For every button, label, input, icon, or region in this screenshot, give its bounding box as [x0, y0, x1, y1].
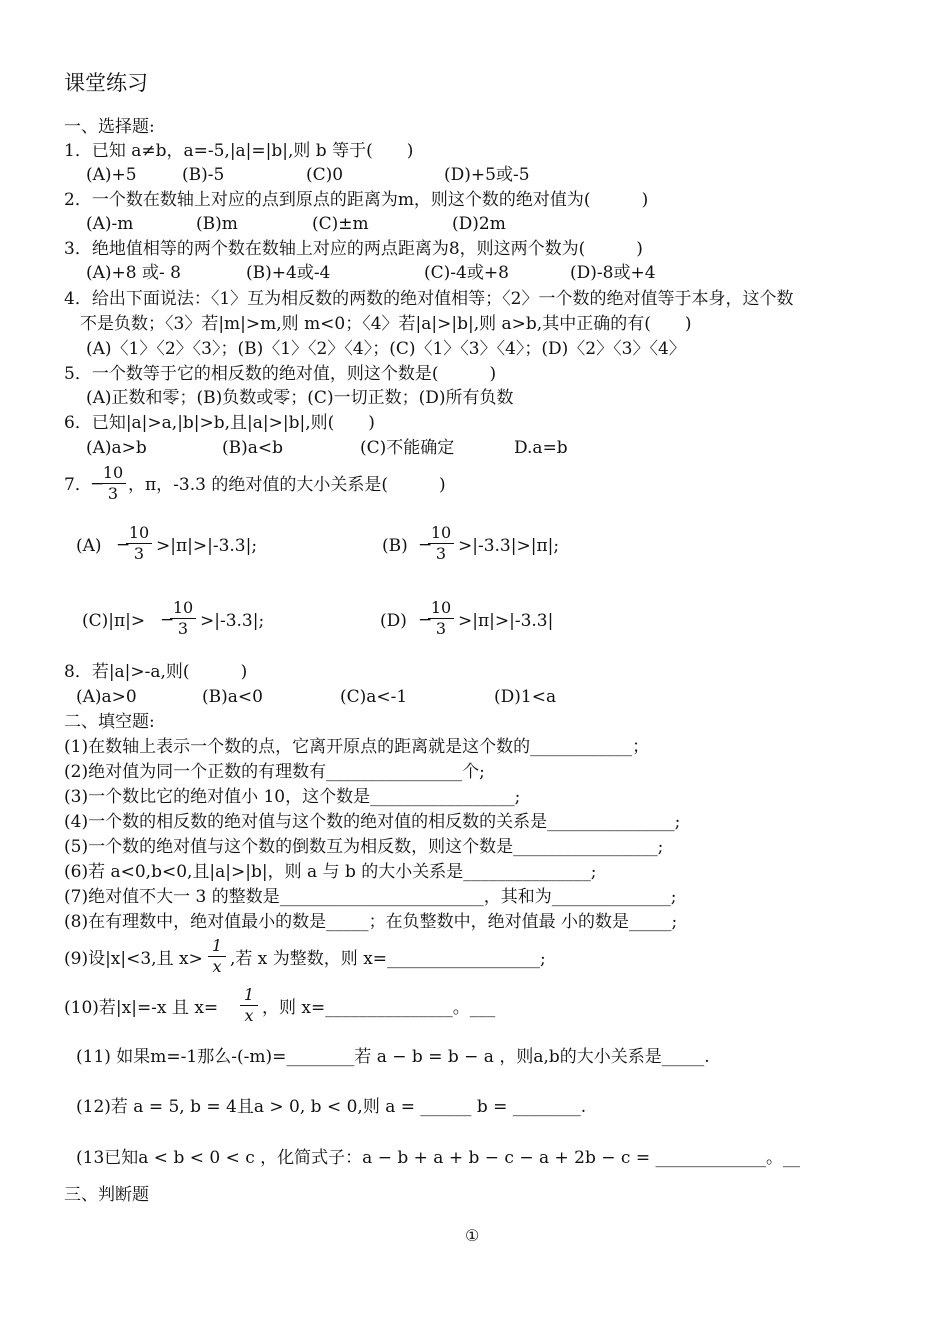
q8-option-d: (D)1<a [494, 687, 557, 707]
question-7-prefix: 7． [64, 475, 92, 495]
fill-item-10-prefix: (10)若|x|=-x 且 x= [64, 998, 219, 1018]
fraction-ten-thirds [126, 524, 152, 563]
q3-option-a: (A)+8 或- 8 [86, 263, 181, 283]
q8-option-a: (A)a>0 [76, 687, 137, 707]
fraction-numerator: 10 [126, 524, 152, 544]
fraction-ten-thirds [100, 464, 126, 503]
minus-sign: − [418, 535, 433, 555]
fill-item-13: (13已知a < b < 0 < c ，化简式子：a − b + a + b − c − a + 2b − c = _____________。__ [76, 1148, 801, 1168]
q7-option-d-text: >|π|>|-3.3| [458, 611, 554, 631]
fill-item-6: (6)若 a<0,b<0,且|a|>|b|，则 a 与 b 的大小关系是_______________; [64, 862, 597, 882]
section-heading-fill: 二、填空题: [64, 712, 155, 732]
q1-option-c: (C)0 [306, 165, 344, 185]
q8-option-b: (B)a<0 [202, 687, 263, 707]
q2-option-d: (D)2m [452, 214, 506, 234]
fraction-numerator: 1 [208, 937, 226, 957]
fill-item-10-suffix: ，则 x=_______________。___ [262, 998, 496, 1018]
fill-item-9-prefix: (9)设|x|<3,且 x> [64, 949, 203, 969]
fraction-denominator: 3 [107, 484, 119, 503]
fill-item-11: (11) 如果m=-1那么-(-m)=________若 a − b = b − a ，则a,b的大小关系是_____. [76, 1047, 710, 1067]
fraction-one-over-x [208, 937, 226, 976]
q6-option-d: D.a=b [514, 438, 568, 458]
minus-sign: − [160, 610, 175, 630]
q4-options: (A)〈1〉〈2〉〈3〉；(B)〈1〉〈2〉〈4〉；(C)〈1〉〈3〉〈4〉；(D)〈2〉〈3〉〈4〉 [86, 339, 686, 359]
page-title: 课堂练习 [64, 71, 148, 95]
q6-option-b: (B)a<b [222, 438, 284, 458]
q7-option-b-text: >|-3.3|>|π|; [458, 536, 560, 556]
fraction-ten-thirds [428, 599, 454, 638]
fill-item-7: (7)绝对值不大一 3 的整数是________________________，其和为______________; [64, 887, 677, 907]
fill-item-1: (1)在数轴上表示一个数的点，它离开原点的距离就是这个数的____________； [64, 737, 650, 757]
q1-option-a: (A)+5 [86, 165, 137, 185]
question-5-stem: 5．一个数等于它的相反数的绝对值，则这个数是( ) [64, 364, 497, 384]
q1-option-d: (D)+5或-5 [444, 165, 530, 185]
question-8-stem: 8．若|a|>-a,则( ) [64, 662, 248, 682]
question-1-stem: 1．已知 a≠b，a=-5,|a|=|b|,则 b 等于( ) [64, 141, 414, 161]
fill-item-3: (3)一个数比它的绝对值小 10，这个数是_________________; [64, 787, 521, 807]
fraction-denominator: x [212, 957, 222, 976]
section-heading-choice: 一、选择题: [64, 117, 155, 137]
question-3-stem: 3．绝地值相等的两个数在数轴上对应的两点距离为8，则这两个数为( ) [64, 239, 643, 259]
q3-option-c: (C)-4或+8 [424, 263, 509, 283]
minus-sign: − [90, 474, 105, 494]
q2-option-c: (C)±m [312, 214, 369, 234]
fraction-numerator: 10 [428, 524, 454, 544]
q6-option-a: (A)a>b [86, 438, 147, 458]
q7-option-a-text: >|π|>|-3.3|; [156, 536, 258, 556]
fraction-denominator: 3 [435, 619, 447, 638]
fill-item-8: (8)在有理数中，绝对值最小的数是_____；在负整数中，绝对值最 小的数是_____; [64, 912, 678, 932]
question-4-stem-line1: 4．给出下面说法：〈1〉互为相反数的两数的绝对值相等；〈2〉一个数的绝对值等于本身，这个数 [64, 289, 794, 309]
fill-item-12: (12)若 a = 5, b = 4且a > 0, b < 0,则 a = ______ b = ________. [76, 1097, 587, 1117]
fill-item-5: (5)一个数的绝对值与这个数的倒数互为相反数，则这个数是_________________; [64, 837, 664, 857]
minus-sign: − [116, 535, 131, 555]
fraction-ten-thirds [170, 599, 196, 638]
q3-option-b: (B)+4或-4 [246, 263, 331, 283]
fraction-denominator: x [244, 1006, 254, 1025]
fraction-denominator: 3 [133, 544, 145, 563]
q7-option-a-label: (A) [76, 536, 102, 556]
fraction-denominator: 3 [435, 544, 447, 563]
fraction-numerator: 10 [428, 599, 454, 619]
q3-option-d: (D)-8或+4 [570, 263, 656, 283]
q7-option-d-label: (D) [380, 611, 407, 631]
page-number: ① [465, 1226, 480, 1245]
question-2-stem: 2．一个数在数轴上对应的点到原点的距离为m，则这个数的绝对值为( ) [64, 190, 649, 210]
fill-item-9-suffix: ,若 x 为整数，则 x=__________________; [230, 949, 546, 969]
fraction-denominator: 3 [177, 619, 189, 638]
fraction-numerator: 10 [100, 464, 126, 484]
q7-option-c-label: (C)|π|> [82, 611, 146, 631]
q6-option-c: (C)不能确定 [360, 438, 455, 458]
fraction-ten-thirds [428, 524, 454, 563]
q5-options: (A)正数和零；(B)负数或零；(C)一切正数；(D)所有负数 [86, 388, 514, 408]
fill-item-4: (4)一个数的相反数的绝对值与这个数的绝对值的相反数的关系是_______________; [64, 812, 681, 832]
fraction-numerator: 10 [170, 599, 196, 619]
q8-option-c: (C)a<-1 [340, 687, 408, 707]
minus-sign: − [418, 610, 433, 630]
q2-option-b: (B)m [196, 214, 238, 234]
question-4-stem-line2: 不是负数；〈3〉若|m|>m,则 m<0；〈4〉若|a|>|b|,则 a>b,其中正确的有( ) [80, 314, 692, 334]
q1-option-b: (B)-5 [182, 165, 225, 185]
fraction-one-over-x [240, 986, 258, 1025]
fill-item-2: (2)绝对值为同一个正数的有理数有________________个; [64, 762, 485, 782]
question-6-stem: 6．已知|a|>a,|b|>b,且|a|>|b|,则( ) [64, 413, 375, 433]
section-heading-judge: 三、判断题 [64, 1185, 149, 1205]
q2-option-a: (A)-m [86, 214, 134, 234]
q7-option-b-label: (B) [382, 536, 408, 556]
q7-option-c-text: >|-3.3|; [200, 611, 265, 631]
fraction-numerator: 1 [240, 986, 258, 1006]
question-7-stem: ，π，-3.3 的绝对值的大小关系是( ) [128, 475, 446, 495]
